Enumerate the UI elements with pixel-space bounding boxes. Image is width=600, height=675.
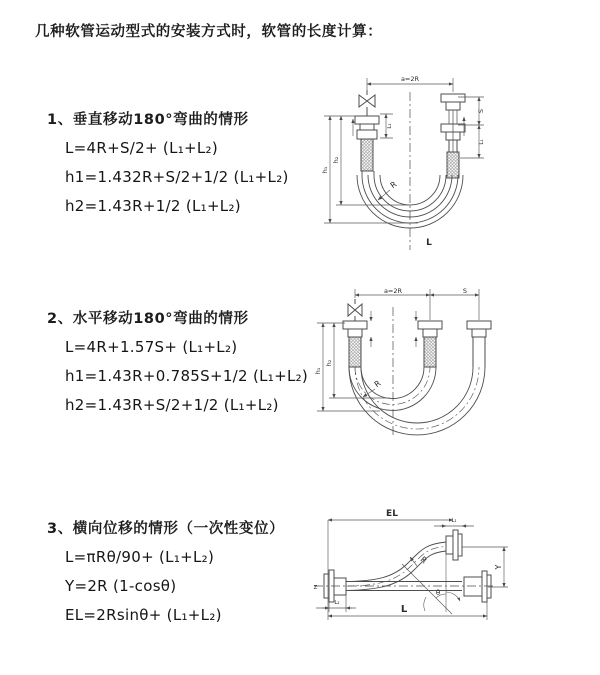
- dimension-lines: [317, 289, 479, 411]
- formula-line: L=4R+S/2+ (L₁+L₂): [65, 139, 219, 157]
- section-2: [47, 307, 308, 425]
- dim-label-el: EL: [386, 509, 398, 519]
- formula-line: h2=1.43R+S/2+1/2 (L₁+L₂): [65, 396, 279, 414]
- dim-label-s: S: [462, 287, 468, 295]
- hose-u-bends: [349, 367, 485, 435]
- angle-label-theta: θ: [435, 589, 441, 597]
- formula-line: h1=1.432R+S/2+1/2 (L₁+L₂): [65, 168, 289, 186]
- formula-line: EL=2Rsinθ+ (L₁+L₂): [65, 606, 222, 624]
- upper-flange: [446, 530, 462, 560]
- dim-label-r: R: [418, 554, 429, 566]
- horizontal-move-diagram: [305, 283, 595, 468]
- section-3: [47, 517, 284, 635]
- dim-label-r: R: [388, 179, 399, 191]
- dim-label-h1: h₁: [321, 166, 329, 174]
- formula-line: h1=1.43R+0.785S+1/2 (L₁+L₂): [65, 367, 309, 385]
- dim-label-l: L: [426, 238, 432, 248]
- dim-label-l1: L₁: [451, 518, 457, 524]
- dim-label-a2r: a=2R: [383, 287, 403, 295]
- dim-label-s: S: [477, 108, 485, 114]
- dim-label-l2: L₂: [334, 600, 340, 606]
- vertical-move-diagram: [310, 70, 590, 260]
- section-1: [47, 108, 289, 226]
- valve-icon: [359, 90, 375, 116]
- section-1-heading: 1、垂直移动180°弯曲的情形: [47, 112, 249, 128]
- page-title: 几种软管运动型式的安装方式时，软管的长度计算：: [35, 24, 383, 40]
- dim-label-l1-left: L₁: [387, 123, 393, 129]
- dim-label-h1: h₁: [314, 367, 322, 375]
- dim-label-h2: h₂: [332, 156, 340, 164]
- dimension-lines: [313, 520, 508, 620]
- lateral-displacement-diagram: [300, 500, 600, 650]
- valve-icon: [348, 299, 362, 321]
- dimension-lines: [324, 78, 484, 223]
- right-pipe-fitting: [467, 321, 491, 367]
- right-pipe-fitting: [441, 94, 465, 178]
- dim-label-a2r: a=2R: [400, 75, 420, 83]
- formula-line: L=4R+1.57S+ (L₁+L₂): [65, 338, 238, 356]
- dim-label-h2: h₂: [325, 359, 333, 367]
- construction-lines: [402, 554, 460, 614]
- s-curve-hose: [346, 542, 446, 591]
- axis-label-z: Z: [313, 585, 318, 591]
- formula-line: L=πRθ/90+ (L₁+L₂): [65, 548, 215, 566]
- left-pipe-fitting: [343, 321, 367, 367]
- left-pipe-fitting: [355, 116, 379, 171]
- section-2-heading: 2、水平移动180°弯曲的情形: [47, 311, 249, 327]
- formula-line: Y=2R (1-cosθ): [65, 577, 177, 595]
- section-3-heading: 3、横向位移的情形（一次性变位）: [47, 521, 285, 537]
- right-lower-flange: [464, 571, 491, 602]
- dim-label-l1-right: L₁: [479, 139, 485, 145]
- dim-label-l: L: [400, 604, 408, 615]
- dim-label-y: Y: [494, 564, 503, 570]
- middle-pipe-fitting: [418, 321, 442, 367]
- formula-line: h2=1.43R+1/2 (L₁+L₂): [65, 197, 241, 215]
- dim-label-r: R: [372, 378, 383, 390]
